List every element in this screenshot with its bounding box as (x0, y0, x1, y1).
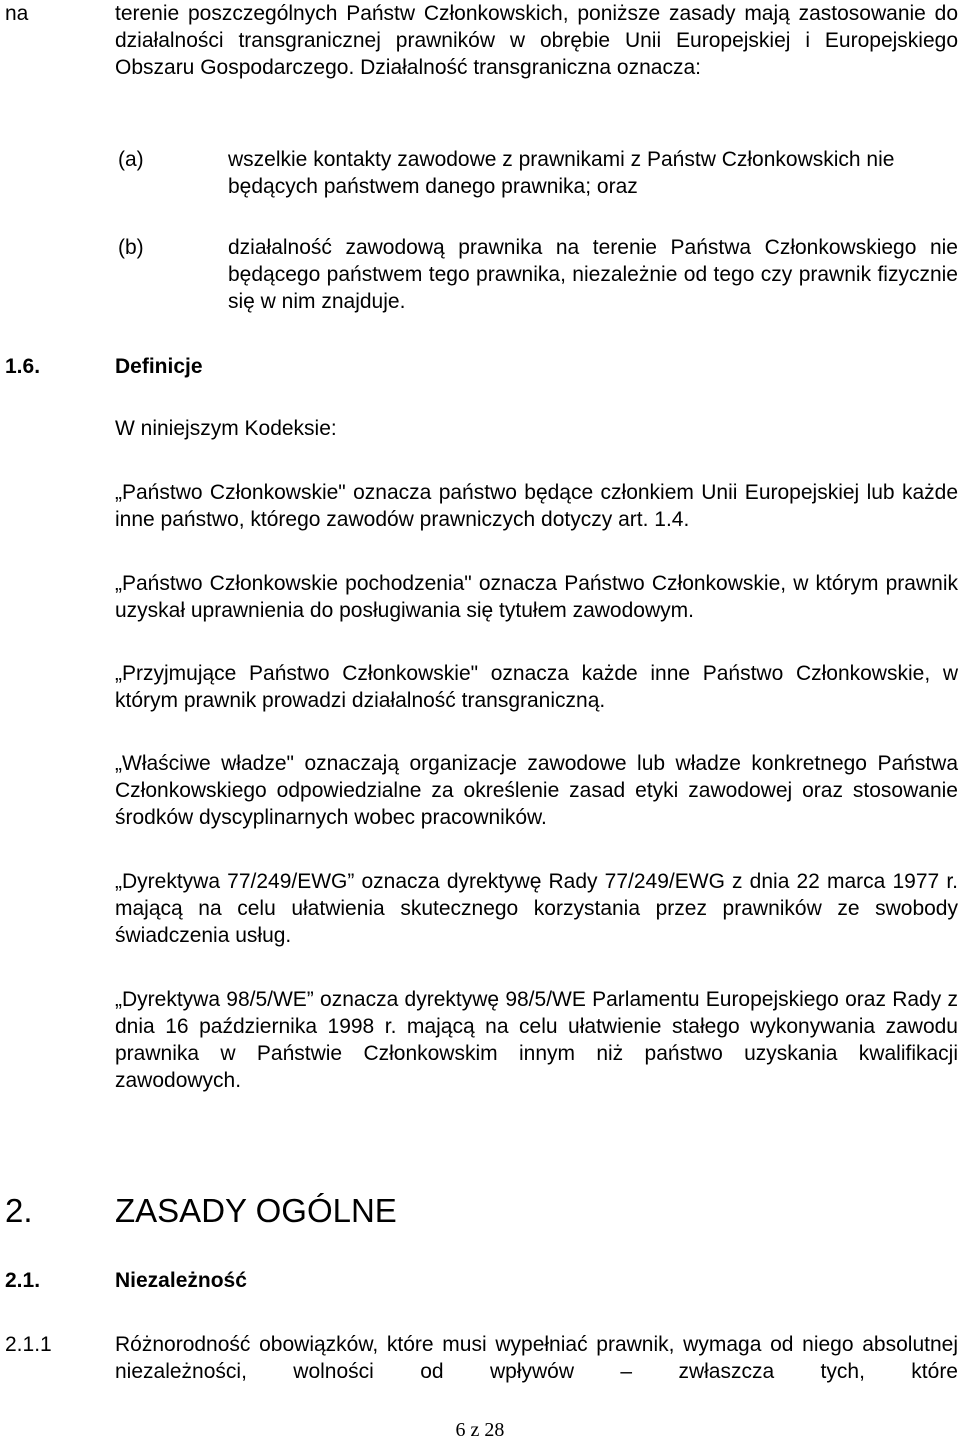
paragraph-number: 2.1.1 (5, 1333, 52, 1356)
page-number: 6 z 28 (455, 1419, 505, 1441)
definition-home-state: „Państwo Członkowskie pochodzenia" oznacza Państwo Członkowskie, w którym prawnik uzyskał uprawnienia do posługiwania się tytułem zawodowym. (115, 572, 958, 622)
definition-directive-77-249: „Dyrektywa 77/249/EWG” oznacza dyrektywę Rady 77/249/EWG z dnia 22 marca 1977 r. mającą na celu ułatwienia skutecznego korzystania przez prawników ze swobody świadczenia usług. (115, 870, 958, 947)
definition-host-state: „Przyjmujące Państwo Członkowskie" oznacza każde inne Państwo Członkowskie, w którym prawnik prowadzi działalność transgraniczną. (115, 662, 958, 712)
list-item-b-label: (b) (118, 236, 144, 259)
definition-competent-authority: „Właściwe władze" oznaczają organizacje zawodowe lub władze konkretnego Państwa Członkowskiego odpowiedzialne za określenie zasad etyki zawodowej oraz stosowanie środków dyscyplinarnych wobec pracowników. (115, 752, 958, 829)
margin-word: na (5, 2, 29, 25)
list-item-b-text: działalność zawodową prawnika na terenie Państwa Członkowskiego nie będącego państwem tego prawnika, niezależnie od tego czy prawnik fizycznie się w nim znajduje. (228, 236, 958, 313)
definition-directive-98-5: „Dyrektywa 98/5/WE” oznacza dyrektywę 98/5/WE Parlamentu Europejskiego oraz Rady z dnia 16 października 1998 r. mającą na celu ułatwienie stałego wykonywania zawodu prawnika w Państwie Członkowskim innym niż państwo uzyskania kwalifikacji zawodowych. (115, 988, 958, 1092)
subsection-title: Niezależność (115, 1269, 247, 1292)
chapter-number: 2. (5, 1192, 33, 1229)
paragraph-text: Różnorodność obowiązków, które musi wypełniać prawnik, wymaga od niego absolutnej niezależności, wolności od wpływów – zwłaszcza tych, które (115, 1333, 958, 1383)
intro-paragraph: terenie poszczególnych Państw Członkowskich, poniższe zasady mają zastosowanie do działalności transgranicznej prawników w obrębie Unii Europejskiej i Europejskiego Obszaru Gospodarczego. Działalność transgraniczna oznacza: (115, 2, 958, 79)
definitions-lead: W niniejszym Kodeksie: (115, 417, 337, 440)
list-item-a-label: (a) (118, 148, 144, 171)
definition-member-state: „Państwo Członkowskie" oznacza państwo będące członkiem Unii Europejskiej lub każde inne państwo, którego zawodów prawniczych dotyczy art. 1.4. (115, 481, 958, 531)
chapter-title: ZASADY OGÓLNE (115, 1192, 397, 1229)
section-title: Definicje (115, 355, 203, 378)
section-number: 1.6. (5, 355, 41, 378)
list-item-a-text: wszelkie kontakty zawodowe z prawnikami z Państw Członkowskich nie będących państwem danego prawnika; oraz (228, 148, 895, 198)
subsection-number: 2.1. (5, 1269, 41, 1292)
